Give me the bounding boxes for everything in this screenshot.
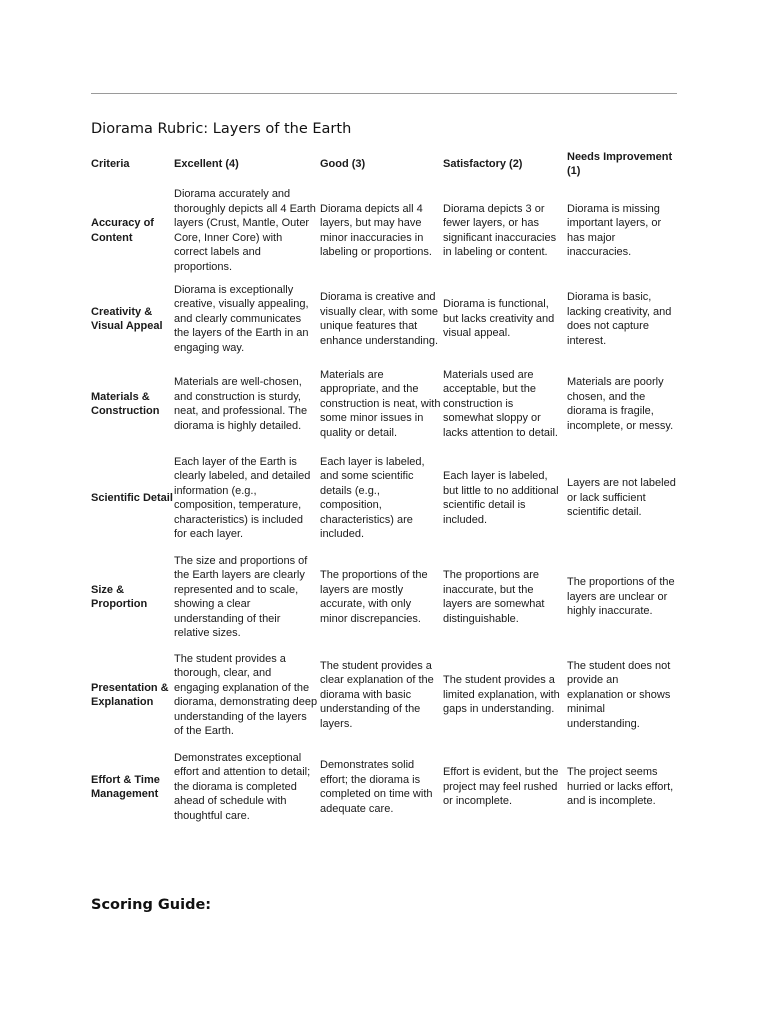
excellent-cell: Diorama is exceptionally creative, visually appealing, and clearly communicates the layers of the Earth in an engaging way.	[174, 283, 309, 354]
satisfactory-cell: The student provides a limited explanation, with gaps in understanding.	[443, 674, 560, 716]
criteria-cell: Size & Proportion	[91, 583, 148, 610]
header-criteria: Criteria	[91, 157, 130, 170]
criteria-cell: Creativity & Visual Appeal	[91, 305, 163, 332]
satisfactory-cell: Diorama depicts 3 or fewer layers, or has significant inaccuracies in labeling or content.	[443, 202, 557, 258]
satisfactory-cell: The proportions are inaccurate, but the layers are somewhat distinguishable.	[443, 569, 545, 625]
needs-improvement-cell: Materials are poorly chosen, and the diorama is fragile, incomplete, or messy.	[567, 376, 674, 432]
criteria-cell: Effort & Time Management	[91, 773, 160, 800]
excellent-cell: Demonstrates exceptional effort and attention to detail; the diorama is completed ahead of schedule with thoughtful care.	[174, 751, 311, 822]
excellent-cell: Diorama accurately and thoroughly depicts all 4 Earth layers (Crust, Mantle, Outer Core, Inner Core) with correct labels and proportions.	[174, 188, 316, 273]
criteria-cell: Presentation & Explanation	[91, 681, 169, 708]
table-row	[91, 744, 679, 830]
good-cell: Demonstrates solid effort; the diorama is completed on time with adequate care.	[320, 759, 433, 815]
needs-improvement-cell: The project seems hurried or lacks effort, and is incomplete.	[567, 766, 674, 808]
table-row	[91, 646, 679, 744]
table-row	[91, 183, 679, 278]
excellent-cell: Materials are well-chosen, and construction is sturdy, neat, and professional. The diorama is highly detailed.	[174, 376, 308, 432]
good-cell: The student provides a clear explanation of the diorama with basic understanding of the layers.	[320, 659, 434, 730]
good-cell: Each layer is labeled, and some scientific details (e.g., composition, characteristics) are included.	[320, 455, 425, 540]
needs-improvement-cell: Diorama is missing important layers, or has major inaccuracies.	[567, 202, 662, 258]
good-cell: Materials are appropriate, and the construction is neat, with some minor issues in quality or detail.	[320, 368, 441, 439]
good-cell: Diorama depicts all 4 layers, but may have minor inaccuracies in labeling or proportions.	[320, 202, 432, 258]
needs-improvement-cell: Layers are not labeled or lack sufficient scientific detail.	[567, 477, 676, 519]
needs-improvement-cell: Diorama is basic, lacking creativity, and does not capture interest.	[567, 291, 672, 347]
excellent-cell: Each layer of the Earth is clearly labeled, and detailed information (e.g., composition, temperature, characteristics) is included for each layer.	[174, 455, 311, 540]
criteria-cell: Scientific Detail	[91, 491, 173, 504]
satisfactory-cell: Each layer is labeled, but little to no additional scientific detail is included.	[443, 470, 559, 526]
needs-improvement-cell: The student does not provide an explanation or shows minimal understanding.	[567, 659, 671, 730]
excellent-cell: The size and proportions of the Earth layers are clearly represented and to scale, showing a clear understanding of their relative sizes.	[174, 554, 308, 639]
satisfactory-cell: Diorama is functional, but lacks creativity and visual appeal.	[443, 298, 555, 340]
header-row	[91, 145, 679, 183]
header-excellent: Excellent (4)	[174, 157, 239, 170]
table-row	[91, 360, 679, 448]
document-title: Diorama Rubric: Layers of the Earth	[91, 121, 352, 137]
criteria-cell: Materials & Construction	[91, 390, 160, 417]
horizontal-rule	[91, 93, 677, 94]
table-row	[91, 278, 679, 360]
good-cell: The proportions of the layers are mostly accurate, with only minor discrepancies.	[320, 569, 428, 625]
header-good: Good (3)	[320, 157, 366, 170]
rubric-table	[91, 145, 679, 830]
scoring-guide-heading: Scoring Guide:	[91, 897, 212, 913]
satisfactory-cell: Effort is evident, but the project may feel rushed or incomplete.	[443, 766, 559, 808]
header-satisfactory: Satisfactory (2)	[443, 157, 523, 170]
needs-improvement-cell: The proportions of the layers are unclear or highly inaccurate.	[567, 576, 675, 618]
table-row	[91, 548, 679, 646]
header-needs-improvement: Needs Improvement (1)	[567, 150, 673, 177]
criteria-cell: Accuracy of Content	[91, 217, 154, 244]
satisfactory-cell: Materials used are acceptable, but the construction is somewhat sloppy or lacks attention to detail.	[443, 368, 558, 439]
table-row	[91, 448, 679, 548]
good-cell: Diorama is creative and visually clear, with some unique features that enhance understanding.	[320, 291, 439, 347]
excellent-cell: The student provides a thorough, clear, and engaging explanation of the diorama, demonstrating deep understanding of the layers of the Earth.	[174, 652, 318, 737]
